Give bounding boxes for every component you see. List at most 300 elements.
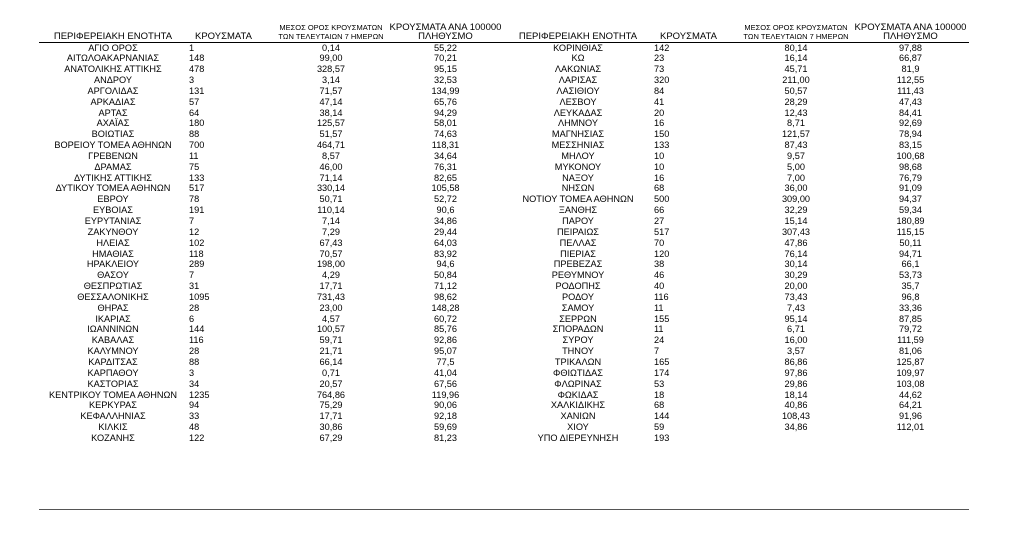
per100k-cell: 119,96: [431, 389, 460, 400]
avg7-cell: 30,14: [784, 259, 808, 270]
region-cell: ΜΕΣΣΗΝΙΑΣ: [551, 140, 605, 151]
avg7-cell: 51,57: [319, 129, 343, 140]
table-row: [39, 194, 504, 205]
per100k-cell: 52,72: [434, 194, 457, 205]
table-row: [39, 314, 504, 325]
region-cell: ΑΓΙΟ ΟΡΟΣ: [39, 42, 187, 53]
table-row: [504, 379, 969, 390]
table-row: [504, 324, 969, 335]
avg7-cell: 28,29: [784, 96, 808, 107]
per100k-header: ΚΡΟΥΣΜΑΤΑ ΑΝΑ 100000 ΠΛΗΘΥΣΜΟ: [389, 21, 502, 42]
cases-cell: 33: [189, 411, 200, 422]
table-row: [504, 216, 969, 227]
cases-cell: 41: [654, 96, 665, 107]
left-table-block: [39, 20, 504, 444]
cases-cell: 48: [189, 422, 200, 433]
table-row: [504, 194, 969, 205]
region-cell: ΚΑΛΥΜΝΟΥ: [87, 346, 139, 357]
cases-cell: 148: [189, 53, 205, 64]
per100k-cell: 87,85: [899, 313, 922, 324]
table-row: [504, 162, 969, 173]
region-cell: ΦΩΚΙΔΑΣ: [557, 389, 599, 400]
per100k-cell: 50,11: [899, 237, 922, 248]
per100k-cell: 44,62: [899, 389, 922, 400]
per100k-cell: 32,53: [434, 75, 457, 86]
cases-cell: 78: [189, 194, 200, 205]
cases-cell: 102: [189, 237, 205, 248]
per100k-cell: 94,29: [434, 107, 457, 118]
per100k-cell: 105,58: [431, 183, 460, 194]
avg7-cell: 121,57: [781, 129, 811, 140]
cases-cell: 174: [654, 367, 670, 378]
table-row: [39, 324, 504, 335]
avg7-cell: 21,71: [319, 346, 343, 357]
per100k-cell: 94,6: [436, 259, 455, 270]
avg7-cell: 95,14: [784, 313, 808, 324]
cases-cell: 165: [654, 356, 670, 367]
cases-cell: 31: [189, 281, 200, 292]
region-cell: ΑΝΑΤΟΛΙΚΗΣ ΑΤΤΙΚΗΣ: [64, 64, 162, 75]
cases-cell: 133: [189, 172, 205, 183]
avg7-cell: 34,86: [784, 422, 808, 433]
cases-cell: 28: [189, 346, 200, 357]
table-row: [39, 53, 504, 64]
region-cell: ΒΟΙΩΤΙΑΣ: [91, 129, 135, 140]
per100k-cell: 34,86: [434, 216, 457, 226]
per100k-cell: 76,31: [434, 161, 457, 172]
table-row: [504, 357, 969, 368]
cases-cell: 57: [189, 96, 200, 107]
per100k-cell: 94,71: [899, 248, 922, 259]
per100k-header: ΚΡΟΥΣΜΑΤΑ ΑΝΑ 100000 ΠΛΗΘΥΣΜΟ: [854, 21, 967, 42]
region-cell: ΦΛΩΡΙΝΑΣ: [554, 378, 602, 389]
table-row: [504, 173, 969, 184]
per100k-cell: 97,88: [852, 42, 969, 53]
table-row: [39, 411, 504, 422]
per100k-cell: 134,99: [431, 85, 460, 96]
avg7-cell: 46,00: [319, 161, 343, 172]
avg7-cell: 309,00: [781, 194, 811, 205]
cases-cell: 88: [189, 356, 200, 367]
avg7-cell: 40,86: [784, 400, 808, 411]
per100k-cell: 91,09: [899, 183, 922, 194]
region-cell: ΤΗΝΟΥ: [562, 346, 594, 357]
region-cell: ΑΙΤΩΛΟΑΚΑΡΝΑΝΙΑΣ: [66, 53, 160, 64]
avg7-cell: 23,00: [319, 302, 343, 313]
cases-cell: 84: [654, 85, 665, 96]
per100k-cell: 95,07: [434, 346, 457, 357]
region-cell: ΛΕΥΚΑΔΑΣ: [553, 107, 603, 118]
cases-header: ΚΡΟΥΣΜΑΤΑ: [660, 30, 717, 42]
per100k-cell: 90,6: [436, 205, 455, 216]
table-row: [39, 400, 504, 411]
cases-cell: 64: [189, 107, 200, 118]
region-cell: ΝΗΣΩΝ: [561, 183, 595, 194]
cases-cell: 20: [654, 107, 665, 118]
per100k-cell: 81,06: [899, 346, 922, 357]
per100k-cell: 33,36: [899, 302, 922, 313]
table-row: [39, 422, 504, 433]
per100k-cell: 90,06: [434, 400, 457, 411]
cases-cell: 94: [189, 400, 200, 411]
right-header-row: [504, 20, 969, 42]
avg7-cell: 7,00: [787, 172, 805, 183]
table-row: [504, 400, 969, 411]
region-cell: ΙΚΑΡΙΑΣ: [95, 313, 131, 324]
per100k-cell: 111,59: [897, 335, 924, 346]
region-cell: ΕΥΒΟΙΑΣ: [93, 205, 133, 216]
cases-cell: 1235: [189, 389, 210, 400]
avg7-cell: 32,29: [784, 205, 808, 216]
cases-cell: 700: [189, 140, 205, 151]
cases-cell: 3: [189, 75, 195, 86]
per100k-cell: [852, 433, 969, 444]
per100k-cell: 95,15: [434, 64, 457, 75]
avg7-cell: 99,00: [319, 53, 343, 64]
per100k-cell: 81,9: [901, 64, 920, 75]
per100k-cell: 100,68: [896, 150, 925, 161]
avg7-cell: 73,43: [784, 291, 808, 302]
region-cell: ΔΡΑΜΑΣ: [94, 161, 132, 172]
avg7-cell: 30,86: [319, 422, 343, 433]
avg7-cell: 30,29: [784, 270, 808, 281]
table-row: [504, 281, 969, 292]
table-row: [39, 129, 504, 140]
region-cell: ΚΕΝΤΡΙΚΟΥ ΤΟΜΕΑ ΑΘΗΝΩΝ: [48, 389, 178, 400]
avg7-cell: 4,29: [322, 270, 340, 281]
region-cell: ΛΗΜΝΟΥ: [557, 118, 599, 129]
per100k-cell: 55,22: [387, 42, 504, 53]
cases-cell: 11: [189, 150, 199, 161]
per100k-cell: 82,65: [434, 172, 457, 183]
cases-cell: 150: [654, 129, 670, 140]
table-row: [504, 259, 969, 270]
right-cases-table: [504, 20, 969, 444]
region-cell: ΙΩΑΝΝΙΝΩΝ: [87, 324, 139, 335]
table-row: [39, 292, 504, 303]
table-row: [39, 86, 504, 97]
avg7-cell: 18,14: [784, 389, 808, 400]
avg7-cell: 307,43: [781, 226, 811, 237]
per100k-cell: 53,73: [899, 270, 922, 281]
table-row: [39, 303, 504, 314]
cases-cell: 155: [654, 313, 670, 324]
table-row: [39, 335, 504, 346]
table-row: [39, 379, 504, 390]
region-cell: ΡΕΘΥΜΝΟΥ: [551, 270, 605, 281]
region-cell: ΝΟΤΙΟΥ ΤΟΜΕΑ ΑΘΗΝΩΝ: [522, 194, 634, 205]
per100k-cell: 77,5: [436, 356, 455, 367]
avg7-cell: 108,43: [781, 411, 811, 422]
table-row: [504, 118, 969, 129]
per100k-cell: 98,62: [434, 291, 457, 302]
right-table-body: [504, 42, 969, 444]
cases-cell: 11: [654, 302, 664, 313]
region-header: ΠΕΡΙΦΕΡΕΙΑΚΗ ΕΝΟΤΗΤΑ: [518, 30, 638, 42]
region-cell: ΡΟΔΟΥ: [561, 291, 594, 302]
region-cell: ΘΗΡΑΣ: [97, 302, 129, 313]
left-cases-table: [39, 20, 504, 444]
avg7-cell: 3,14: [322, 75, 340, 86]
cases-cell: 1095: [189, 291, 210, 302]
avg7-cell: 7,29: [322, 226, 340, 237]
table-row: [39, 368, 504, 379]
per100k-cell: 84,41: [899, 107, 922, 118]
per100k-cell: 112,01: [896, 422, 925, 433]
region-cell: ΚΩ: [571, 53, 585, 64]
per100k-cell: 74,63: [434, 129, 457, 140]
per100k-cell: 79,72: [899, 324, 922, 335]
region-cell: ΧΑΛΚΙΔΙΚΗΣ: [550, 400, 606, 411]
cases-cell: 16: [654, 118, 665, 129]
per100k-cell: 92,18: [434, 411, 457, 422]
region-cell: ΠΕΙΡΑΙΩΣ: [557, 226, 599, 237]
region-cell: ΚΟΖΑΝΗΣ: [91, 432, 135, 443]
per100k-cell: 85,76: [434, 324, 457, 335]
table-row: [504, 42, 969, 53]
cases-cell: 24: [654, 335, 665, 346]
table-row: [504, 97, 969, 108]
table-row: [39, 75, 504, 86]
avg7-cell: 15,14: [784, 216, 808, 226]
per100k-cell: 59,69: [434, 422, 457, 433]
region-cell: ΗΡΑΚΛΕΙΟΥ: [86, 259, 140, 270]
cases-cell: 517: [654, 226, 670, 237]
cases-cell: 320: [654, 75, 670, 86]
avg7-cell: 38,14: [319, 107, 343, 118]
region-cell: ΜΑΓΝΗΣΙΑΣ: [551, 129, 605, 140]
cases-cell: 34: [189, 378, 200, 389]
region-cell: ΗΜΑΘΙΑΣ: [92, 248, 134, 259]
cases-cell: 11: [654, 324, 664, 335]
avg7-cell: 47,14: [319, 96, 343, 107]
table-row: [504, 53, 969, 64]
table-row: [39, 270, 504, 281]
cases-cell: 46: [654, 270, 665, 281]
cases-cell: 23: [654, 53, 665, 64]
table-row: [504, 86, 969, 97]
per100k-cell: 98,68: [899, 161, 922, 172]
avg7-cell: 8,71: [787, 118, 805, 129]
region-cell: ΚΑΡΠΑΘΟΥ: [87, 367, 139, 378]
avg7-cell: 7,14: [322, 216, 340, 226]
avg7-cell: 75,29: [319, 400, 343, 411]
avg7-cell: [740, 433, 852, 444]
per100k-cell: 34,64: [434, 150, 457, 161]
region-cell: ΤΡΙΚΑΛΩΝ: [554, 356, 602, 367]
avg7-cell: 67,43: [319, 237, 343, 248]
per100k-cell: 125,87: [896, 356, 925, 367]
avg7-cell: 17,71: [319, 281, 343, 292]
region-cell: ΔΥΤΙΚΟΥ ΤΟΜΕΑ ΑΘΗΝΩΝ: [55, 183, 171, 194]
cases-cell: 66: [654, 205, 665, 216]
cases-cell: 70: [654, 237, 665, 248]
cases-cell: 59: [654, 422, 665, 433]
cases-cell: 3: [189, 367, 195, 378]
avg7-cell: 59,71: [319, 335, 343, 346]
per100k-cell: 60,72: [434, 313, 457, 324]
avg7-cell: 20,57: [319, 378, 343, 389]
table-row: [39, 433, 504, 444]
region-header: ΠΕΡΙΦΕΡΕΙΑΚΗ ΕΝΟΤΗΤΑ: [53, 30, 173, 42]
region-cell: ΛΑΡΙΣΑΣ: [558, 75, 598, 86]
cases-cell: 133: [654, 140, 670, 151]
region-cell: ΜΥΚΟΝΟΥ: [554, 161, 602, 172]
avg7-cell: 211,00: [782, 75, 810, 86]
table-row: [504, 433, 969, 444]
per100k-cell: 50,84: [434, 270, 457, 281]
region-cell: ΕΒΡΟΥ: [97, 194, 129, 205]
table-row: [504, 292, 969, 303]
region-cell: ΛΑΣΙΘΙΟΥ: [556, 85, 600, 96]
cases-cell: 500: [654, 194, 670, 205]
region-cell: ΑΡΤΑΣ: [98, 107, 128, 118]
region-cell: ΞΑΝΘΗΣ: [558, 205, 598, 216]
region-cell: ΣΕΡΡΩΝ: [559, 313, 597, 324]
cases-cell: 193: [654, 432, 670, 443]
avg7-cell: 6,71: [787, 324, 805, 335]
region-cell: ΡΟΔΟΠΗΣ: [555, 281, 601, 292]
per100k-cell: 118,31: [431, 140, 460, 151]
table-row: [504, 411, 969, 422]
cases-cell: 120: [654, 248, 670, 259]
region-cell: ΚΑΡΔΙΤΣΑΣ: [88, 356, 138, 367]
table-row: [39, 42, 504, 53]
region-cell: ΚΑΣΤΟΡΙΑΣ: [87, 378, 139, 389]
per100k-cell: 111,43: [897, 85, 924, 96]
table-row: [504, 183, 969, 194]
table-row: [504, 108, 969, 119]
region-cell: ΘΕΣΠΡΩΤΙΑΣ: [83, 281, 143, 292]
avg7-cell: 47,86: [784, 237, 808, 248]
region-cell: ΘΕΣΣΑΛΟΝΙΚΗΣ: [77, 291, 149, 302]
region-cell: ΔΥΤΙΚΗΣ ΑΤΤΙΚΗΣ: [74, 172, 152, 183]
per100k-cell: 76,79: [899, 172, 922, 183]
region-cell: ΘΑΣΟΥ: [97, 270, 129, 281]
table-row: [504, 140, 969, 151]
per100k-cell: 71,12: [434, 281, 457, 292]
bottom-divider: [39, 509, 969, 510]
cases-cell: 116: [654, 291, 669, 302]
table-row: [504, 368, 969, 379]
cases-cell: 10: [654, 150, 665, 161]
avg7-cell: 86,86: [784, 356, 808, 367]
avg7-cell: 8,57: [322, 150, 340, 161]
avg7-cell: 50,71: [319, 194, 343, 205]
per100k-cell: 92,86: [434, 335, 457, 346]
region-cell: ΗΛΕΙΑΣ: [96, 237, 130, 248]
avg7-header: ΜΕΣΟΣ ΟΡΟΣ ΚΡΟΥΣΜΑΤΩΝ ΤΩΝ ΤΕΛΕΥΤΑΙΩΝ 7 ΗΜΕΡΩΝ: [278, 22, 384, 41]
per100k-cell: 180,89: [896, 216, 925, 226]
region-cell: ΠΡΕΒΕΖΑΣ: [553, 259, 603, 270]
avg7-cell: 125,57: [316, 118, 346, 129]
region-cell: ΚΙΛΚΙΣ: [98, 422, 128, 433]
table-row: [39, 108, 504, 119]
avg7-cell: 71,57: [319, 85, 343, 96]
avg7-cell: 97,86: [784, 367, 808, 378]
cases-cell: 88: [189, 129, 200, 140]
avg7-cell: 87,43: [784, 140, 808, 151]
table-row: [39, 390, 504, 401]
avg7-cell: 66,14: [319, 356, 343, 367]
table-row: [39, 118, 504, 129]
table-row: [504, 249, 969, 260]
avg7-cell: 731,43: [316, 291, 346, 302]
left-header-row: [39, 20, 504, 42]
region-cell: ΚΕΡΚΥΡΑΣ: [89, 400, 137, 411]
cases-cell: 131: [189, 85, 205, 96]
table-row: [39, 357, 504, 368]
region-cell: ΓΡΕΒΕΝΩΝ: [88, 150, 138, 161]
per100k-cell: 91,96: [899, 411, 922, 422]
cases-cell: 144: [189, 324, 205, 335]
region-cell: ΠΕΛΛΑΣ: [559, 237, 597, 248]
per100k-cell: 41,04: [434, 367, 457, 378]
cases-header: ΚΡΟΥΣΜΑΤΑ: [195, 30, 252, 42]
table-row: [39, 346, 504, 357]
avg7-cell: 36,00: [784, 183, 808, 194]
avg7-cell: 110,14: [317, 205, 345, 216]
table-row: [39, 227, 504, 238]
avg7-cell: 0,71: [322, 367, 340, 378]
right-table-block: [504, 20, 969, 444]
cases-cell: 1: [187, 42, 275, 53]
cases-cell: 7: [654, 346, 660, 357]
avg7-cell: 0,14: [275, 42, 387, 53]
avg7-cell: 45,71: [784, 64, 808, 75]
avg7-cell: 5,00: [787, 161, 805, 172]
per100k-cell: 94,37: [899, 194, 922, 205]
region-cell: ΣΥΡΟΥ: [562, 335, 594, 346]
region-cell: ΣΑΜΟΥ: [561, 302, 595, 313]
avg7-cell: 16,00: [784, 335, 808, 346]
table-row: [39, 249, 504, 260]
cases-cell: 10: [654, 161, 665, 172]
per100k-cell: 148,28: [431, 302, 460, 313]
avg7-cell: 100,57: [316, 324, 346, 335]
cases-cell: 12: [189, 226, 200, 237]
per100k-cell: 35,7: [901, 281, 920, 292]
cases-cell: 118: [189, 248, 204, 259]
per100k-cell: 59,34: [899, 205, 922, 216]
per100k-cell: 65,76: [434, 96, 457, 107]
table-row: [504, 64, 969, 75]
avg7-cell: 3,57: [787, 346, 805, 357]
table-row: [504, 390, 969, 401]
table-row: [504, 75, 969, 86]
region-cell: ΜΗΛΟΥ: [561, 150, 595, 161]
region-cell: ΧΙΟΥ: [567, 422, 589, 433]
cases-cell: 122: [189, 432, 205, 443]
per100k-cell: 83,92: [434, 248, 457, 259]
table-row: [504, 270, 969, 281]
per100k-cell: 83,15: [899, 140, 922, 151]
region-cell: ΛΑΚΩΝΙΑΣ: [554, 64, 602, 75]
region-cell: ΕΥΡΥΤΑΝΙΑΣ: [84, 216, 142, 226]
region-cell: ΑΧΑΪΑΣ: [96, 118, 130, 129]
per100k-cell: 58,01: [434, 118, 457, 129]
avg7-cell: 80,14: [740, 42, 852, 53]
avg7-cell: 464,71: [316, 140, 346, 151]
per100k-cell: 66,87: [899, 53, 922, 64]
cases-cell: 116: [189, 335, 204, 346]
per100k-cell: 47,43: [899, 96, 922, 107]
per100k-cell: 96,8: [901, 291, 920, 302]
per100k-cell: 115,15: [896, 226, 925, 237]
table-row: [504, 227, 969, 238]
avg7-cell: 67,29: [319, 432, 343, 443]
table-row: [504, 422, 969, 433]
